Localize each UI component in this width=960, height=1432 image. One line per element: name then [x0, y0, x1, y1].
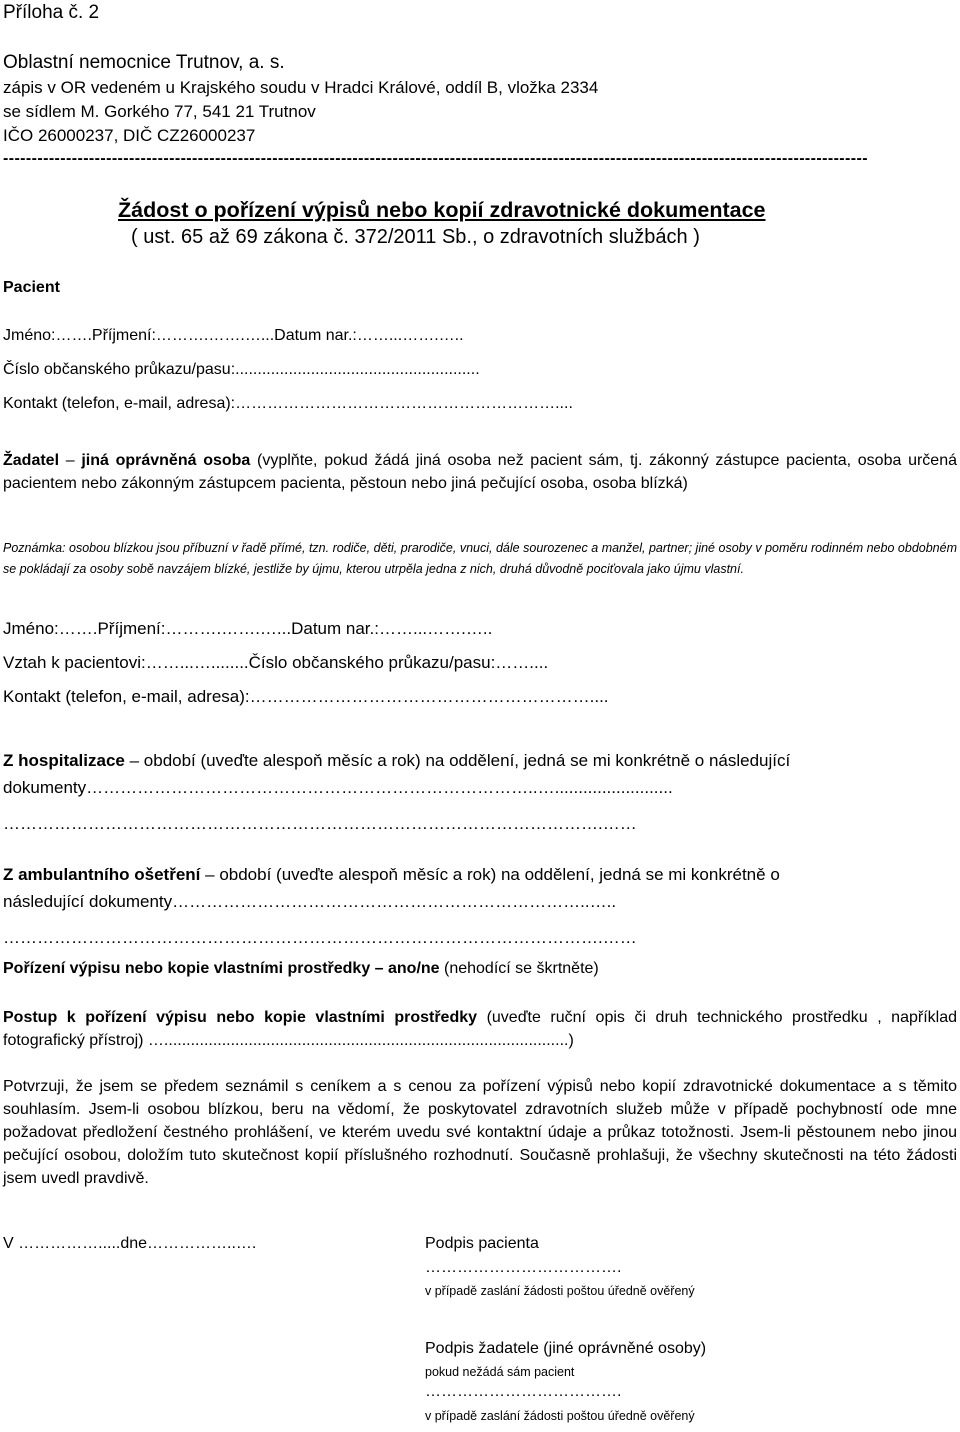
- place-date-line: V …………….....dne……………..….: [3, 1235, 257, 1252]
- hospitalization-heading: Z hospitalizace: [3, 751, 125, 770]
- patient-heading: Pacient: [3, 279, 60, 296]
- patient-contact-line: Kontakt (telefon, e-mail, adresa):……………………………………………………....: [3, 395, 573, 412]
- hospitalization-paragraph: Z hospitalizace – období (uveďte alespoň měsíc a rok) na oddělení, jedná se mi konkrétně o následující: [3, 751, 791, 770]
- registry-info: zápis v OR vedeném u Krajského soudu v Hradci Králové, oddíl B, vložka 2334: [3, 78, 599, 97]
- hospitalization-text: období (uveďte alespoň měsíc a rok) na oddělení, jedná se mi konkrétně o následující: [139, 751, 791, 770]
- outpatient-paragraph: Z ambulantního ošetření – období (uveďte alespoň měsíc a rok) na oddělení, jedná se mi konkrétně o: [3, 865, 780, 884]
- patient-signature-line: ……………………………….: [425, 1259, 622, 1276]
- outpatient-line-2: následující dokumenty………………………………………………………………..…..: [3, 892, 617, 911]
- outpatient-text: období (uveďte alespoň měsíc a rok) na oddělení, jedná se mi konkrétně o: [214, 865, 780, 884]
- applicant-heading: Žadatel: [3, 452, 60, 469]
- applicant-signature-sub: pokud nežádá sám pacient: [425, 1365, 575, 1379]
- patient-signature-label: Podpis pacienta: [425, 1235, 539, 1252]
- organization-name: Oblastní nemocnice Trutnov, a. s.: [3, 52, 285, 73]
- own-means-label: Pořízení výpisu nebo kopie vlastními prostředky – ano/ne: [3, 960, 440, 977]
- applicant-signature-note: v případě zaslání žádosti poštou úředně ověřený: [425, 1409, 695, 1423]
- company-ids: IČO 26000237, DIČ CZ26000237: [3, 126, 256, 145]
- applicant-name-line: Jméno:…….Příjmení:……….…….…...Datum nar.:……...…….…..: [3, 619, 493, 638]
- applicant-signature-label: Podpis žadatele (jiné oprávněné osoby): [425, 1340, 707, 1357]
- patient-id-line: Číslo občanského průkazu/pasu:.......................................................: [3, 361, 480, 378]
- form-title: Žádost o pořízení výpisů nebo kopií zdravotnické dokumentace: [118, 198, 766, 222]
- applicant-paragraph: Žadatel – jiná oprávněná osoba (vyplňte, pokud žádá jiná osoba než pacient sám, tj. zákonný zástupce pacienta, osoba určená pacientem nebo zákonným zástupcem pacienta, pěstoun nebo jiná pečující osoba, osoba blízká): [3, 452, 957, 492]
- close-person-note: Poznámka: osobou blízkou jsou příbuzní v řadě přímé, tzn. rodiče, děti, prarodiče, vnuci, dále sourozenec a manžel, partner; jiné osoby v poměru rodinném nebo obdobném se pokládají za osoby sobě navzájem blízké, jestliže by újmu, kterou utrpěla jedna z nich, druhá důvodně pociťovala jako újmu vlastní.: [3, 541, 957, 576]
- declaration-paragraph: Potvrzuji, že jsem se předem seznámil s ceníkem a s cenou za pořízení výpisů nebo kopií zdravotnické dokumentace a s těmito souhlasím. Jsem-li osobou blízkou, beru na vědomí, že poskytovatel zdravotních služeb může v případě pochybností ode mne požadovat předložení čestného prohlášení, ve kterém uvedu své kontaktní údaje a průkaz totožnosti. Jsem-li pěstounem nebo jinou pečující osobou, doložím tuto skutečnost kopií příslušného rozhodnutí. Současně prohlašuji, že všechny skutečnosti na této žádosti jsem uvedl pravdivě.: [3, 1078, 957, 1187]
- procedure-paragraph: [3, 1006, 957, 1052]
- form-subtitle: ( ust. 65 až 69 zákona č. 372/2011 Sb., o zdravotních službách ): [131, 226, 700, 248]
- applicant-contact-line: Kontakt (telefon, e-mail, adresa):……………………………………………………....: [3, 687, 609, 706]
- seat-address: se sídlem M. Gorkého 77, 541 21 Trutnov: [3, 102, 316, 121]
- applicant-heading-rest: jiná oprávněná osoba: [81, 452, 251, 469]
- hospitalization-line-3: …………………………………………………………………………………………….……: [3, 814, 637, 833]
- applicant-signature-line: ……………………………….: [425, 1383, 622, 1400]
- procedure-label: Postup k pořízení výpisu nebo kopie vlastními prostředky: [3, 1009, 478, 1026]
- procedure-text: (uveďte ruční opis či druh technického prostředku , například fotografický přístroj) …...........................................................................................): [3, 1009, 957, 1049]
- separator-dashes: -------------------------------------------------------------------------------------------------------------------------------------------------------: [3, 150, 868, 167]
- annex-label: Příloha č. 2: [3, 2, 100, 23]
- patient-signature-note: v případě zaslání žádosti poštou úředně ověřený: [425, 1284, 695, 1298]
- outpatient-line-3: …………………………………………………………………………………………….……: [3, 928, 637, 947]
- patient-name-line: Jméno:…….Příjmení:……….…….…...Datum nar.:……...…….…..: [3, 327, 464, 344]
- applicant-heading-note: (vyplňte, pokud žádá jiná osoba než pacient sám, tj. zákonný zástupce pacienta, osoba určená pacientem nebo zákonným zástupcem pacienta, pěstoun nebo jiná pečující osoba, osoba blízká): [3, 452, 957, 492]
- own-means-line: [3, 960, 599, 978]
- own-means-note: (nehodící se škrtněte): [439, 960, 599, 977]
- applicant-relation-line: Vztah k pacientovi:……...…........Číslo občanského průkazu/pasu:……....: [3, 653, 549, 672]
- outpatient-heading: Z ambulantního ošetření: [3, 865, 201, 884]
- hospitalization-line-2: dokumenty……………………………………………………………………..….........................: [3, 778, 673, 797]
